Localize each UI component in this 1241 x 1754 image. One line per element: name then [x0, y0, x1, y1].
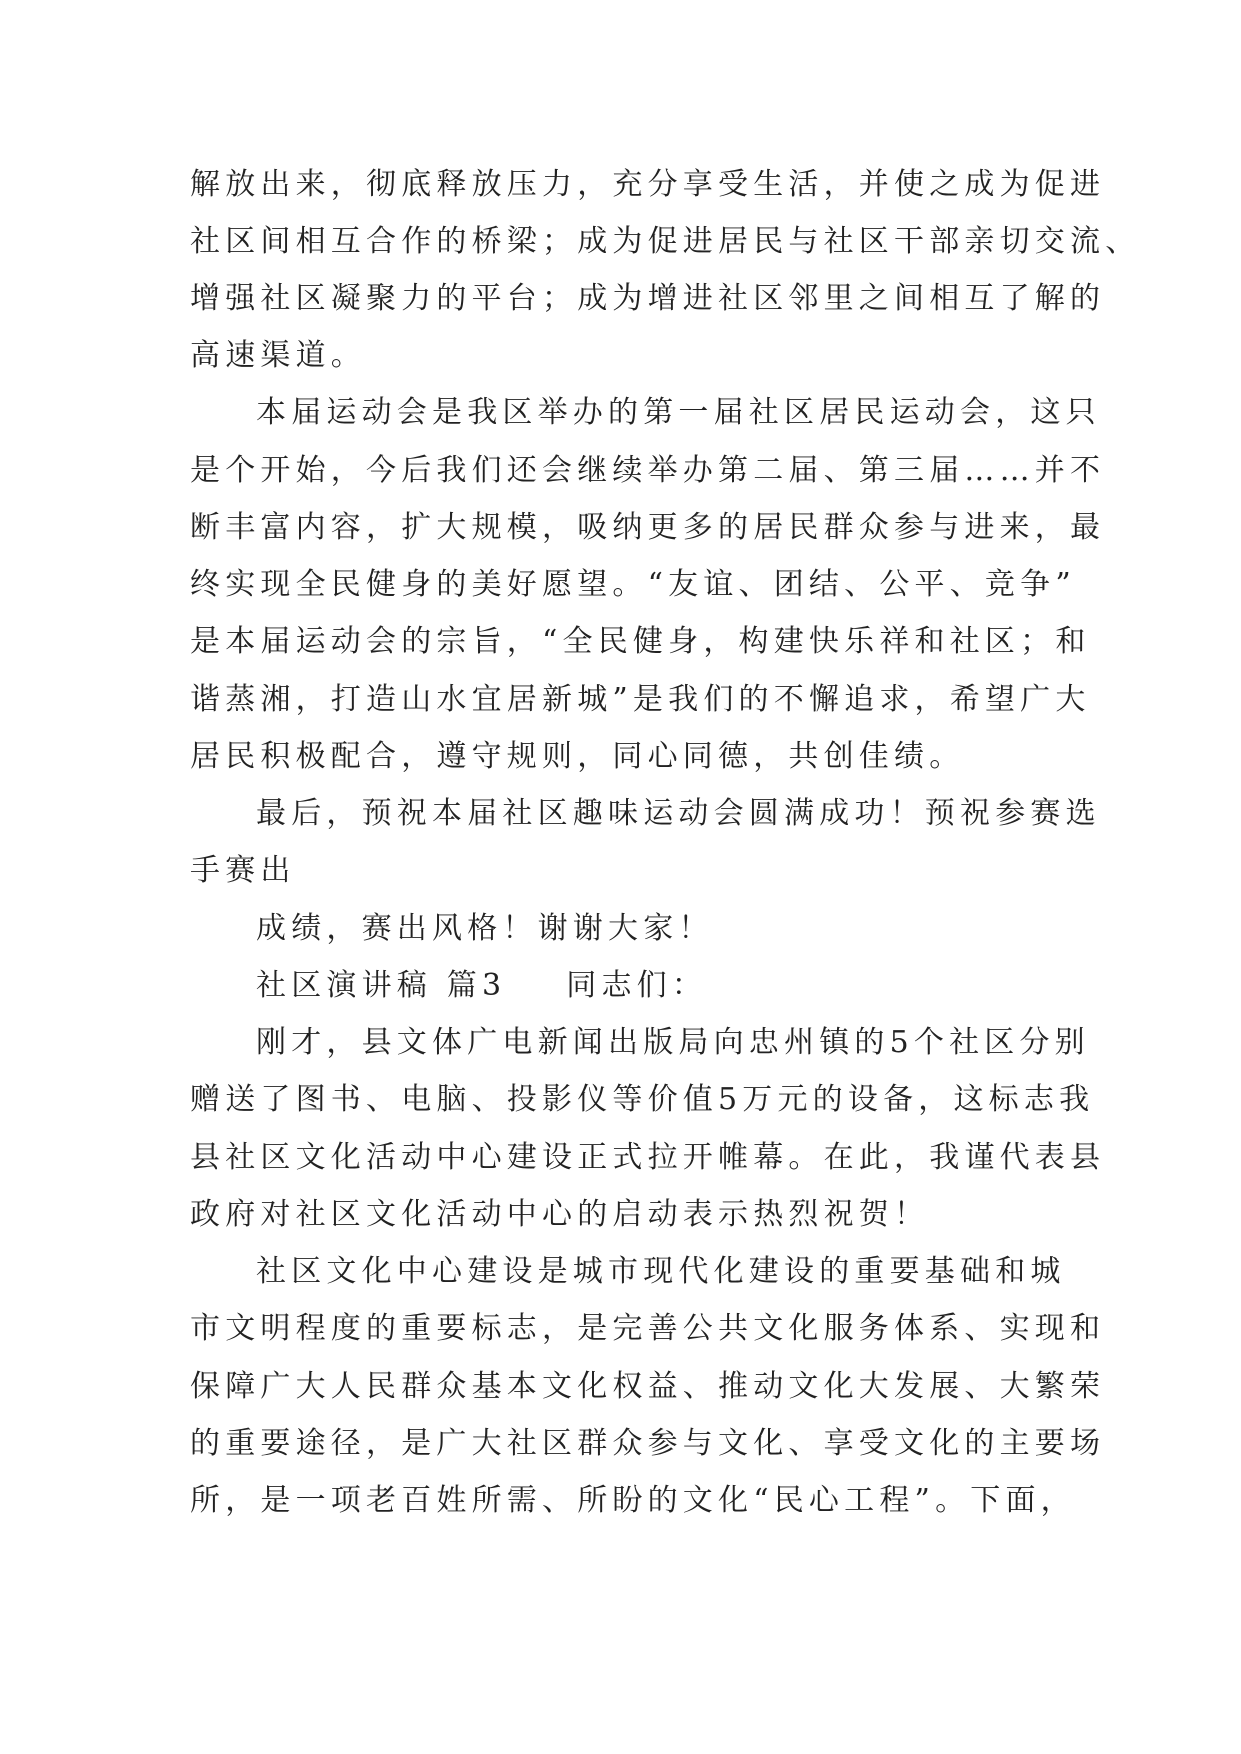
text-line: 市文明程度的重要标志，是完善公共文化服务体系、实现和 — [190, 1311, 1106, 1346]
heading-part: 篇3 — [446, 968, 507, 1003]
text-line: 手赛出 — [190, 853, 296, 888]
text-line: 是个开始，今后我们还会继续举办第二届、第三届……并不 — [190, 453, 1106, 488]
paragraph-first-line: 本届运动会是我区举办的第一届社区居民运动会，这只 — [256, 395, 1101, 430]
paragraph-first-line: 刚才，县文体广电新闻出版局向忠州镇的5个社区分别 — [256, 1025, 1090, 1060]
text-line: 赠送了图书、电脑、投影仪等价值5万元的设备，这标志我 — [190, 1082, 1095, 1117]
text-line: 增强社区凝聚力的平台；成为增进社区邻里之间相互了解的 — [190, 281, 1106, 316]
text-line: 所，是一项老百姓所需、所盼的文化“民心工程”。下面， — [190, 1483, 1076, 1518]
text-line: 谐蒸湘，打造山水宜居新城”是我们的不懈追求，希望广大 — [190, 682, 1091, 717]
heading-salutation: 同志们： — [566, 968, 708, 1003]
text-line: 的重要途径，是广大社区群众参与文化、享受文化的主要场 — [190, 1426, 1106, 1461]
section-heading — [256, 966, 707, 1006]
paragraph-first-line: 最后，预祝本届社区趣味运动会圆满成功！预祝参赛选 — [256, 796, 1101, 831]
text-line: 居民积极配合，遵守规则，同心同德，共创佳绩。 — [190, 739, 965, 774]
paragraph-first-line: 成绩，赛出风格！谢谢大家！ — [256, 911, 714, 946]
text-line: 断丰富内容，扩大规模，吸纳更多的居民群众参与进来，最 — [190, 510, 1106, 545]
paragraph-first-line: 社区文化中心建设是城市现代化建设的重要基础和城 — [256, 1254, 1066, 1289]
text-line: 保障广大人民群众基本文化权益、推动文化大发展、大繁荣 — [190, 1369, 1106, 1404]
text-line: 县社区文化活动中心建设正式拉开帷幕。在此，我谨代表县 — [190, 1140, 1106, 1175]
heading-title: 社区演讲稿 — [256, 968, 432, 1003]
text-line: 是本届运动会的宗旨，“全民健身，构建快乐祥和社区；和 — [190, 624, 1091, 659]
text-line: 终实现全民健身的美好愿望。“友谊、团结、公平、竞争” — [190, 567, 1076, 602]
text-line: 解放出来，彻底释放压力，充分享受生活，并使之成为促进 — [190, 167, 1106, 202]
text-line: 社区间相互合作的桥梁；成为促进居民与社区干部亲切交流、 — [190, 224, 1141, 259]
text-line: 高速渠道。 — [190, 338, 366, 373]
text-line: 政府对社区文化活动中心的启动表示热烈祝贺！ — [190, 1197, 930, 1232]
